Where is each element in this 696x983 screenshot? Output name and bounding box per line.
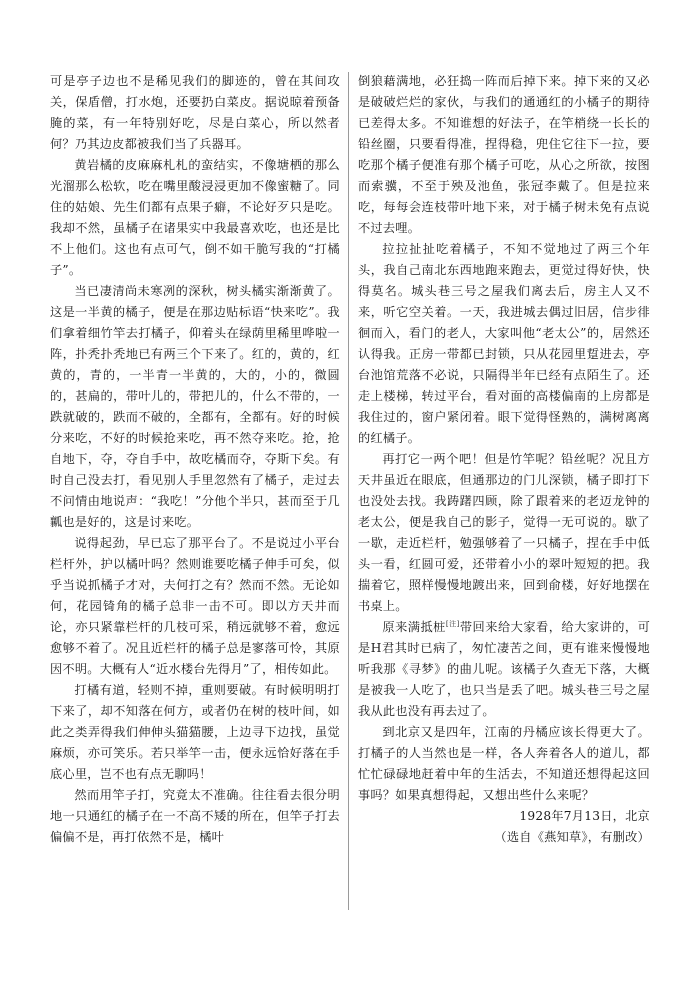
paragraph-text: 带回来给大家看，给大家讲的，可是H君其时已病了，匆忙凄苦之间，更有谁来慢慢地听我那《寻梦》的曲儿呢。该橘子久查无下落，大概是被我一人吃了，也只当是丢了吧。城头巷三号之屋我从此也没有再去过了。 [358,620,651,718]
paragraph: 黄岩橘的皮麻麻札札的蛮结实，不像塘栖的那么光溜那么松软，吃在嘴里酸浸浸更加不像蜜糖了。同住的姑娘、先生们都有点果子癖，不论好歹只是吃。我却不然，虽橘子在诸果实中我最喜欢吃，也还是比不上他们。这也有点可气，倒不如干脆写我的“打橘子”。 [50,158,340,277]
paragraph: 拉拉扯扯吃着橘子，不知不觉地过了两三个年头，我自己南北东西地跑来跑去，更觉过得好快，快得莫名。城头巷三号之屋我们离去后，房主人又不来，听它空关着。一天，我进城去偶过旧居，信步徘徊而入，看门的老人，大家叫他“老太公”的，居然还认得我。正房一带都已封锁，只从花园里踅进去，亭台池馆荒落不必说，只隔得半年已经有点陌生了。还走上楼梯，转过平台，看对面的高楼偏南的上房都是我住过的，窗户紧闭着。眼下觉得怪熟的，满树离离的红橘子。 [358,242,650,445]
paragraph: 说得起劲，早已忘了那平台了。不是说过小平台栏杆外，护以橘叶吗？然则谁要吃橘子伸手可矣，似乎当说抓橘子才对，夫何打之有？然而不然。无论如何，花园锜角的橘子总非一击不可。即以方天井而论，亦只紧靠栏杆的几枝可采，稍远就够不着，愈远愈够不着了。况且近栏杆的橘子总是寥落可怜，其原因不明。大概有人“近水楼台先得月”了，相传如此。 [50,536,340,676]
paragraph [358,617,650,722]
paragraph: 打橘有道，轻则不掉，重则要破。有时候明明打下来了，却不知落在何方，或者仍在树的枝叶间，如此之类弄得我们伸伸头猫猫腰，上边寻下边找，虽觉麻烦，亦可笑乐。若只举竿一击，便永远恰好落在手底心里，岂不也有点无聊吗！ [50,683,340,781]
left-column [50,71,340,848]
paragraph: 然而用竿子打，究竟太不准确。往往看去很分明地一只通红的橘子在一不高不矮的所在，但竿子打去偏偏不是，再打依然不是，橘叶 [50,788,340,844]
dateline: 1928年7月13日，北京 [519,809,650,823]
paragraph: 到北京又是四年，江南的丹橘应该长得更大了。打橘子的人当然也是一样，各人奔着各人的道儿，都忙忙碌碌地赶着中年的生活去，不知道还想得起这回事吗？如果真想得起，又想出些什么来呢？ [358,725,650,802]
source-citation: （选自《燕知草》，有删改） [494,830,650,844]
paragraph-text: 原来满抵桩 [382,620,446,634]
footnote-marker[interactable]: [注] [445,619,460,628]
paragraph: 再打它一两个吧！但是竹竿呢？铅丝呢？况且方天井虽近在眼底，但通那边的门儿深锁，橘子即打下也没处去找。我踌躇四顾，除了跟着来的老迈龙钟的老太公，便是我自己的影子，觉得一无可说的。歇了一歇，走近栏杆，勉强够着了一只橘子，捏在手中低头一看，红圆可爱，还带着小小的翠叶短短的把。我揣着它，照样慢慢地踱出来，回到俞楼，好好地摆在书桌上。 [358,452,650,613]
column-divider [348,72,349,910]
paragraph: 当已凄清尚未寒冽的深秋，树头橘实渐渐黄了。这是一半黄的橘子，便是在那边贴标语“快来吃”。我们拿着细竹竿去打橘子，仰着头在绿荫里稀里哗啦一阵，扑秃扑秃地已有两三个下来了。红的，黄的，红黄的，青的，一半青一半黄的，大的，小的，微圆的，甚扁的，带叶儿的，带把儿的，什么不带的，一跌就破的，跌而不破的，全都有，全都有。好的时候分来吃，不好的时候抢来吃，再不然夺来吃。抢，抢自地下，夺，夺自手中，故吃橘而夺，夺斯下矣。有时自己没去打，看见别人手里忽然有了橘子，走过去不问情由地说声：“我吃！”分他个半只，甚而至于几瓤也是好的，这是讨来吃。 [50,284,340,529]
paragraph: 可是亭子边也不是稀见我们的脚迹的，曾在其间攻关，保盾僧，打水炮，还要扔白菜皮。据说晾着预备腌的菜，有一年特别好吃，尽是白菜心，所以然者何？乃其边皮都被我们当了兵器耳。 [50,74,340,151]
right-column [358,71,650,848]
paragraph: 倒狼藉满地，必狂捣一阵而后掉下来。掉下来的又必是破破烂烂的家伙，与我们的通通红的小橘子的期待已差得太多。不知谁想的好法子，在竿梢绕一长长的铅丝圈，只要看得准，捏得稳，兜住它往下一拉，要吃那个橘子便准有那个橘子可吃，从心之所欲，按图而索骥，不至于殃及池鱼，张冠李戴了。但是拉来吃，每每会连枝带叶地下来，对于橘子树未免有点说不过去哩。 [358,74,650,235]
